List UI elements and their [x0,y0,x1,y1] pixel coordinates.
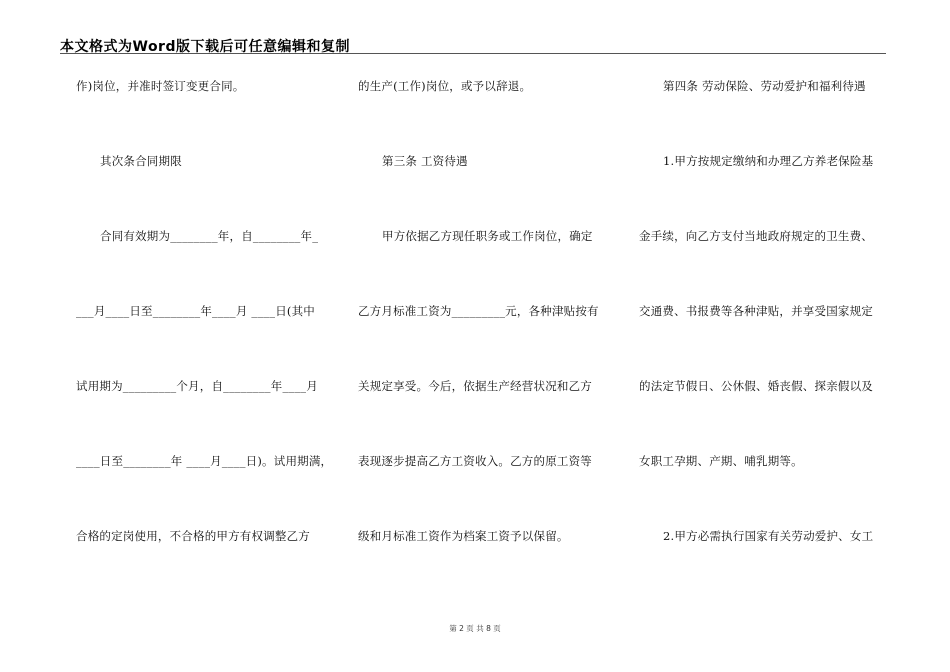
document-header-title: 本文格式为Word版下载后可任意编辑和复制 [60,39,350,55]
text-line: 2.甲方必需执行国家有关劳动爱护、女工 [663,529,874,543]
text-line: 作)岗位，并准时签订变更合同。 [76,79,245,93]
text-line: 合同有效期为________年，自________年_ [100,229,319,243]
text-line: 表现逐步提高乙方工资收入。乙方的原工资等 [358,454,592,468]
text-line: 交通费、书报费等各种津贴，并享受国家规定 [639,304,873,318]
text-line: 金手续，向乙方支付当地政府规定的卫生费、 [639,229,873,243]
text-line: 其次条合同期限 [100,154,182,168]
text-line: 试用期为_________个月，自________年____月 [76,379,318,393]
text-line: 的生产(工作)岗位，或予以辞退。 [358,79,532,93]
text-line: 女职工孕期、产期、哺乳期等。 [639,454,803,468]
page-number-footer: 第 2 页 共 8 页 [449,624,501,633]
text-line: 甲方依据乙方现任职务或工作岗位，确定 [382,229,593,243]
text-line: ____日至________年 ____月____日)。试用期满， [76,454,333,468]
text-line: 合格的定岗使用，不合格的甲方有权调整乙方 [76,529,310,543]
text-line: 乙方月标准工资为_________元，各种津贴按有 [358,304,599,318]
text-line: ___月____日至________年____月 ____日(其中 [76,304,315,318]
text-line: 第四条 劳动保险、劳动爱护和福利待遇 [663,79,866,93]
text-line: 第三条 工资待遇 [382,154,468,168]
text-line: 1.甲方按规定缴纳和办理乙方养老保险基 [663,154,874,168]
text-column-1 [0,0,340,672]
text-line: 的法定节假日、公休假、婚丧假、探亲假以及 [639,379,873,393]
text-column-2 [340,0,630,672]
text-line: 级和月标准工资作为档案工资予以保留。 [358,529,569,543]
text-column-3 [630,0,890,672]
text-line: 关规定享受。今后，依据生产经营状况和乙方 [358,379,592,393]
